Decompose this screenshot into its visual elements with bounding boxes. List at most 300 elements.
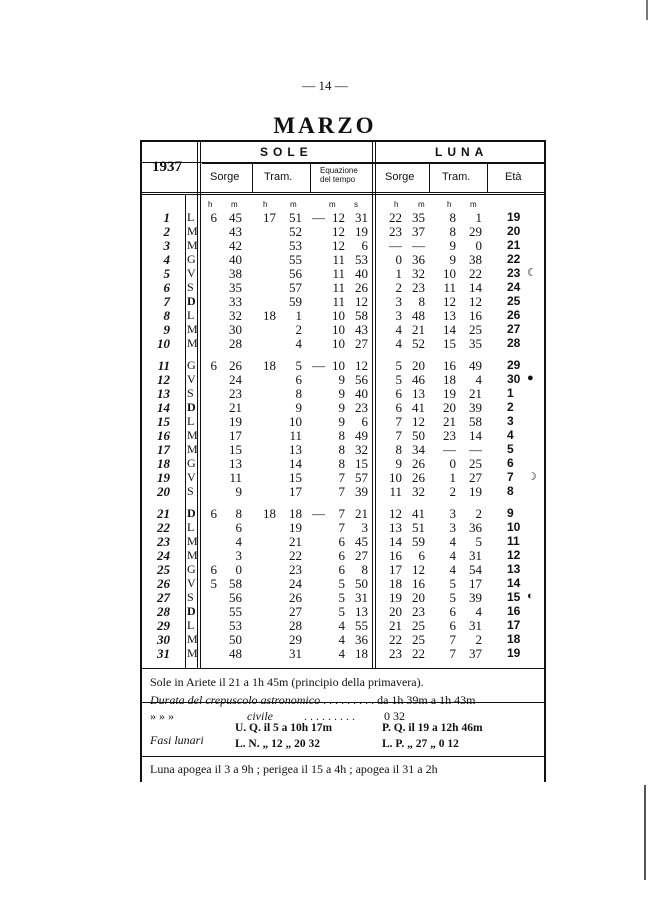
equation-s: 27 — [355, 548, 368, 563]
luna-sorge-m: 22 — [412, 646, 425, 661]
luna-tram-m: 16 — [469, 308, 482, 323]
weekday: V — [187, 266, 196, 280]
sole-tram-m: 13 — [289, 442, 302, 457]
moon-age: 22 — [507, 252, 521, 266]
luna-tram-m: 35 — [469, 336, 482, 351]
table-row — [142, 414, 544, 428]
equation-m: 7 — [338, 470, 345, 485]
equation-sign: — — [312, 358, 325, 373]
luna-sorge-h: 5 — [395, 372, 402, 387]
equation-m: 11 — [332, 294, 345, 309]
luna-tram-m: 37 — [469, 646, 482, 661]
luna-sorge-m: 25 — [412, 618, 425, 633]
luna-sorge-h: 21 — [389, 618, 402, 633]
sole-tram-m: 8 — [295, 386, 302, 401]
rule-header-bottom — [142, 192, 544, 193]
table-row — [142, 400, 544, 414]
equation-m: 12 — [332, 224, 345, 239]
sole-sorge-m: 19 — [229, 414, 242, 429]
weekday: G — [187, 456, 196, 470]
sole-tram-m: 2 — [295, 322, 302, 337]
sole-sorge-m: 58 — [229, 576, 242, 591]
luna-tram-m: 2 — [475, 632, 482, 647]
luna-sorge-h: 9 — [395, 456, 402, 471]
day-number: 31 — [157, 646, 170, 661]
moon-age: 10 — [507, 520, 521, 534]
sole-sorge-m: 53 — [229, 618, 242, 633]
fasi-label — [150, 733, 204, 748]
equation-m: 9 — [338, 414, 345, 429]
sole-tram-h: 18 — [263, 308, 276, 323]
table-row — [142, 252, 544, 266]
weekday: M — [187, 224, 198, 238]
luna-tram-h: 13 — [443, 308, 456, 323]
luna-sorge-h: — — [389, 238, 402, 253]
luna-tram-h: 21 — [443, 414, 456, 429]
fasi-entry: L. P. „ 27 „ 0 12 — [382, 738, 459, 750]
luna-tram-m: 39 — [469, 400, 482, 415]
sole-header: SOLE — [260, 145, 313, 159]
rule-header-bottom-2 — [142, 194, 544, 195]
year-label: 1937 — [152, 159, 182, 175]
moon-age: 18 — [507, 632, 521, 646]
table-row — [142, 210, 544, 224]
sole-tram-m: 11 — [289, 428, 302, 443]
table-row — [142, 632, 544, 646]
weekday: L — [187, 414, 195, 428]
luna-sorge-m: 50 — [412, 428, 425, 443]
equation-m: 8 — [338, 456, 345, 471]
table-row — [142, 470, 544, 484]
equation-m: 4 — [338, 646, 345, 661]
weekday: L — [187, 618, 195, 632]
moon-age: 21 — [507, 238, 521, 252]
equation-s: 53 — [355, 252, 368, 267]
sole-sorge-m: 23 — [229, 386, 242, 401]
equation-s: 13 — [355, 604, 368, 619]
equation-s: 45 — [355, 534, 368, 549]
luna-sorge-h: 19 — [389, 590, 402, 605]
table-row — [142, 618, 544, 632]
rule-sole-sorge — [252, 164, 253, 192]
luna-sorge-h: 2 — [395, 280, 402, 295]
table-row — [142, 358, 544, 372]
equation-s: 39 — [355, 484, 368, 499]
rule-luna-sorge — [429, 164, 430, 192]
luna-sorge-m: 8 — [418, 294, 425, 309]
sole-tram-h: 17 — [263, 210, 276, 225]
luna-tram-h: 11 — [443, 280, 456, 295]
day-number: 28 — [157, 604, 170, 619]
luna-sorge-m: 59 — [412, 534, 425, 549]
luna-tram-m: — — [469, 442, 482, 457]
equation-s: 8 — [361, 562, 368, 577]
equation-s: 49 — [355, 428, 368, 443]
unit-m: m — [329, 200, 336, 209]
sole-sorge-m: 45 — [229, 210, 242, 225]
luna-tram-h: 0 — [449, 456, 456, 471]
luna-sorge-h: 23 — [389, 224, 402, 239]
weekday: L — [187, 210, 195, 224]
luna-tram-h: 12 — [443, 294, 456, 309]
equation-s: 27 — [355, 336, 368, 351]
moon-age: 13 — [507, 562, 521, 576]
sole-tram-m: 4 — [295, 336, 302, 351]
equation-m: 9 — [338, 372, 345, 387]
luna-sorge-h: 6 — [395, 386, 402, 401]
day-number: 4 — [163, 252, 170, 267]
sole-sorge-m: 9 — [235, 484, 242, 499]
weekday: V — [187, 470, 196, 484]
luna-sorge-h: 10 — [389, 470, 402, 485]
sole-tram-h: 18 — [263, 506, 276, 521]
table-row — [142, 372, 544, 386]
equation-s: 6 — [361, 238, 368, 253]
equation-s: 15 — [355, 456, 368, 471]
table-row — [142, 224, 544, 238]
moon-age: 17 — [507, 618, 521, 632]
luna-sorge-h: 7 — [395, 414, 402, 429]
luna-tram-m: 5 — [475, 534, 482, 549]
luna-sorge-h: 6 — [395, 400, 402, 415]
sole-tram-m: 10 — [289, 414, 302, 429]
equation-s: 31 — [355, 590, 368, 605]
crepuscolo-value: da 1h 39m a 1h 43m — [377, 693, 476, 707]
table-row — [142, 506, 544, 520]
unit-h: h — [208, 200, 213, 209]
luna-sorge-h: 1 — [395, 266, 402, 281]
unit-h: h — [394, 200, 399, 209]
sole-tram-m: 52 — [289, 224, 302, 239]
equation-m: 6 — [338, 562, 345, 577]
equation-m: 12 — [332, 238, 345, 253]
sole-sorge-m: 6 — [235, 520, 242, 535]
moon-age: 15 — [507, 590, 521, 604]
luna-tram-m: 21 — [469, 386, 482, 401]
moon-age: 6 — [507, 456, 514, 470]
ditto-marks: » » » — [150, 709, 174, 723]
weekday: L — [187, 520, 195, 534]
day-number: 27 — [157, 590, 170, 605]
luna-sorge-m: 52 — [412, 336, 425, 351]
moon-age: 2 — [507, 400, 514, 414]
luna-tram-h: 9 — [449, 238, 456, 253]
civile-label: civile — [247, 709, 273, 723]
sole-sorge-m: 42 — [229, 238, 242, 253]
luna-tram-m: 12 — [469, 294, 482, 309]
fasi-entry: P. Q. il 19 a 12h 46m — [382, 722, 483, 734]
sole-sorge-m: 4 — [235, 534, 242, 549]
luna-sorge-h: 16 — [389, 548, 402, 563]
day-number: 18 — [157, 456, 170, 471]
crepuscolo-astronomico — [150, 693, 475, 708]
sole-sorge-m: 11 — [229, 470, 242, 485]
luna-tram-h: 1 — [449, 470, 456, 485]
luna-tram-m: 31 — [469, 548, 482, 563]
table-row — [142, 484, 544, 498]
equation-s: 18 — [355, 646, 368, 661]
luna-tram-h: 3 — [449, 520, 456, 535]
luna-sorge-m: 25 — [412, 632, 425, 647]
fasi-lunari-label: Fasi lunari — [150, 733, 204, 747]
luna-tram-m: 4 — [475, 604, 482, 619]
equation-s: 36 — [355, 632, 368, 647]
sole-sorge-m: 50 — [229, 632, 242, 647]
crepuscolo-label: Durata del crepuscolo astronomico — [150, 693, 321, 707]
sole-sorge-m: 8 — [235, 506, 242, 521]
luna-tram-m: 17 — [469, 576, 482, 591]
rule-luna-tram — [487, 164, 488, 192]
leader-dots: . . . . . . . . . — [323, 693, 375, 707]
luna-sorge-m: 37 — [412, 224, 425, 239]
day-number: 29 — [157, 618, 170, 633]
luna-tram-m: 22 — [469, 266, 482, 281]
sole-sorge-h: 6 — [210, 562, 217, 577]
day-number: 16 — [157, 428, 170, 443]
sole-tram-m: 59 — [289, 294, 302, 309]
luna-sorge-m: 41 — [412, 506, 425, 521]
luna-sorge-m: 21 — [412, 322, 425, 337]
luna-tram-m: 14 — [469, 428, 482, 443]
sole-tram-m: 15 — [289, 470, 302, 485]
weekday: D — [187, 604, 196, 618]
luna-sorge-m: 48 — [412, 308, 425, 323]
equation-m: 5 — [338, 576, 345, 591]
scan-edge-mark — [644, 785, 646, 880]
sole-tram-m: 24 — [289, 576, 302, 591]
table-row — [142, 604, 544, 618]
table-row — [142, 428, 544, 442]
sole-tram-h: 18 — [263, 358, 276, 373]
weekday: G — [187, 358, 196, 372]
weekday: D — [187, 294, 196, 308]
luna-sorge-m: 23 — [412, 604, 425, 619]
equation-m: 7 — [338, 520, 345, 535]
sole-tram-m: 55 — [289, 252, 302, 267]
sole-tram-m: 18 — [289, 506, 302, 521]
weekday: S — [187, 280, 194, 294]
sole-sorge-m: 30 — [229, 322, 242, 337]
luna-sorge-h: 12 — [389, 506, 402, 521]
sole-tram-m: 6 — [295, 372, 302, 387]
luna-tram-h: 7 — [449, 632, 456, 647]
unit-h: h — [263, 200, 268, 209]
luna-tram-m: 1 — [475, 210, 482, 225]
equation-s: 21 — [355, 506, 368, 521]
moon-age: 27 — [507, 322, 521, 336]
rule-table-bottom — [142, 668, 544, 669]
luna-tram-h: 6 — [449, 618, 456, 633]
sole-sorge-m: 15 — [229, 442, 242, 457]
unit-m: m — [290, 200, 297, 209]
day-number: 5 — [163, 266, 170, 281]
day-number: 30 — [157, 632, 170, 647]
luna-tram-h: 2 — [449, 484, 456, 499]
luna-sorge-m: 32 — [412, 484, 425, 499]
sole-tram-m: 9 — [295, 400, 302, 415]
day-number: 9 — [163, 322, 170, 337]
luna-tram-h: 4 — [449, 562, 456, 577]
sole-sorge-m: 56 — [229, 590, 242, 605]
luna-sorge-m: 20 — [412, 590, 425, 605]
equation-s: 23 — [355, 400, 368, 415]
equinox-note: Sole in Ariete il 21 a 1h 45m (principio della primavera). — [150, 675, 424, 689]
table-row — [142, 646, 544, 660]
sole-sorge-h: 6 — [210, 210, 217, 225]
leader-dots: . . . . . . . . . — [303, 709, 355, 723]
equation-s: 57 — [355, 470, 368, 485]
sole-tram-m: 1 — [295, 308, 302, 323]
weekday: L — [187, 308, 195, 322]
table-row — [142, 534, 544, 548]
unit-m: m — [470, 200, 477, 209]
equation-s: 32 — [355, 442, 368, 457]
equation-s: 56 — [355, 372, 368, 387]
rule-fasi-divider — [142, 756, 544, 757]
sole-tram-m: 57 — [289, 280, 302, 295]
sole-sorge-m: 33 — [229, 294, 242, 309]
sole-tram-m: 28 — [289, 618, 302, 633]
day-number: 8 — [163, 308, 170, 323]
weekday: M — [187, 442, 198, 456]
luna-tram-h: 20 — [443, 400, 456, 415]
sole-sorge-m: 32 — [229, 308, 242, 323]
moon-age: 20 — [507, 224, 521, 238]
equation-s: 12 — [355, 358, 368, 373]
luna-tram-m: 2 — [475, 506, 482, 521]
day-number: 6 — [163, 280, 170, 295]
luna-apogeo-perigeo: Luna apogea il 3 a 9h ; perigea il 15 a 4h ; apogea il 31 a 2h — [150, 762, 438, 776]
equation-m: 11 — [332, 280, 345, 295]
unit-m: m — [418, 200, 425, 209]
fasi-entry: U. Q. il 5 a 10h 17m — [235, 722, 333, 734]
luna-tram-m: 29 — [469, 224, 482, 239]
luna-sorge-h: 11 — [389, 484, 402, 499]
luna-tram-h: 4 — [449, 534, 456, 549]
moon-age: 11 — [507, 534, 520, 548]
sole-sorge-m: 35 — [229, 280, 242, 295]
sole-sorge-m: 21 — [229, 400, 242, 415]
luna-sorge-m: 51 — [412, 520, 425, 535]
table-row — [142, 308, 544, 322]
equation-sign: — — [312, 210, 325, 225]
equation-m: 12 — [332, 210, 345, 225]
luna-sorge-h: 3 — [395, 308, 402, 323]
sole-sorge-m: 40 — [229, 252, 242, 267]
weekday: S — [187, 484, 194, 498]
moon-age: 12 — [507, 548, 521, 562]
luna-tram-header: Tram. — [442, 171, 471, 183]
luna-tram-h: 14 — [443, 322, 456, 337]
equation-m: 6 — [338, 548, 345, 563]
luna-sorge-h: 4 — [395, 322, 402, 337]
rule-sole-tram — [310, 164, 311, 192]
day-number: 3 — [163, 238, 170, 253]
day-number: 20 — [157, 484, 170, 499]
day-number: 2 — [163, 224, 170, 239]
day-number: 10 — [157, 336, 170, 351]
equation-s: 55 — [355, 618, 368, 633]
equation-s: 26 — [355, 280, 368, 295]
equazione-header-1: Equazione — [320, 166, 358, 175]
luna-tram-h: 6 — [449, 604, 456, 619]
day-number: 12 — [157, 372, 170, 387]
sole-sorge-h: 5 — [210, 576, 217, 591]
day-number: 13 — [157, 386, 170, 401]
moon-age: 25 — [507, 294, 521, 308]
equation-m: 5 — [338, 590, 345, 605]
luna-tram-h: 8 — [449, 210, 456, 225]
luna-tram-m: 49 — [469, 358, 482, 373]
equation-sign: — — [312, 506, 325, 521]
luna-tram-h: 18 — [443, 372, 456, 387]
weekday: D — [187, 400, 196, 414]
table-row — [142, 456, 544, 470]
luna-sorge-m: 41 — [412, 400, 425, 415]
moon-age: 26 — [507, 308, 521, 322]
luna-tram-m: 27 — [469, 470, 482, 485]
luna-sorge-m: 6 — [418, 548, 425, 563]
day-number: 24 — [157, 548, 170, 563]
sole-sorge-h: 6 — [210, 358, 217, 373]
day-number: 22 — [157, 520, 170, 535]
weekday: M — [187, 632, 198, 646]
luna-sorge-h: 17 — [389, 562, 402, 577]
sole-tram-m: 53 — [289, 238, 302, 253]
luna-sorge-h: 3 — [395, 294, 402, 309]
luna-tram-m: 4 — [475, 372, 482, 387]
weekday: V — [187, 576, 196, 590]
luna-tram-h: 15 — [443, 336, 456, 351]
equation-s: 19 — [355, 224, 368, 239]
sole-tram-m: 17 — [289, 484, 302, 499]
luna-sorge-m: 12 — [412, 562, 425, 577]
equation-m: 7 — [338, 506, 345, 521]
table-row — [142, 336, 544, 350]
scan-edge-mark-top — [646, 0, 648, 20]
luna-sorge-h: 18 — [389, 576, 402, 591]
unit-h: h — [447, 200, 452, 209]
civile-value: 0 32 — [383, 709, 405, 723]
moon-phase-icon: ● — [527, 372, 534, 384]
luna-tram-m: 38 — [469, 252, 482, 267]
luna-sorge-m: 46 — [412, 372, 425, 387]
equation-s: 6 — [361, 414, 368, 429]
luna-sorge-h: 5 — [395, 358, 402, 373]
luna-header: LUNA — [435, 145, 489, 159]
table-row — [142, 442, 544, 456]
sole-sorge-m: 13 — [229, 456, 242, 471]
moon-age: 14 — [507, 576, 521, 590]
weekday: M — [187, 548, 198, 562]
luna-sorge-h: 22 — [389, 632, 402, 647]
weekday: M — [187, 322, 198, 336]
luna-tram-h: — — [443, 442, 456, 457]
luna-tram-h: 16 — [443, 358, 456, 373]
equazione-header-2: del tempo — [320, 175, 356, 184]
weekday: M — [187, 428, 198, 442]
moon-age: 8 — [507, 484, 514, 498]
sole-tram-m: 21 — [289, 534, 302, 549]
day-number: 15 — [157, 414, 170, 429]
table-row — [142, 520, 544, 534]
sole-sorge-m: 3 — [235, 548, 242, 563]
equation-m: 10 — [332, 358, 345, 373]
sole-tram-m: 14 — [289, 456, 302, 471]
sole-tram-m: 29 — [289, 632, 302, 647]
luna-tram-m: 36 — [469, 520, 482, 535]
day-number: 25 — [157, 562, 170, 577]
